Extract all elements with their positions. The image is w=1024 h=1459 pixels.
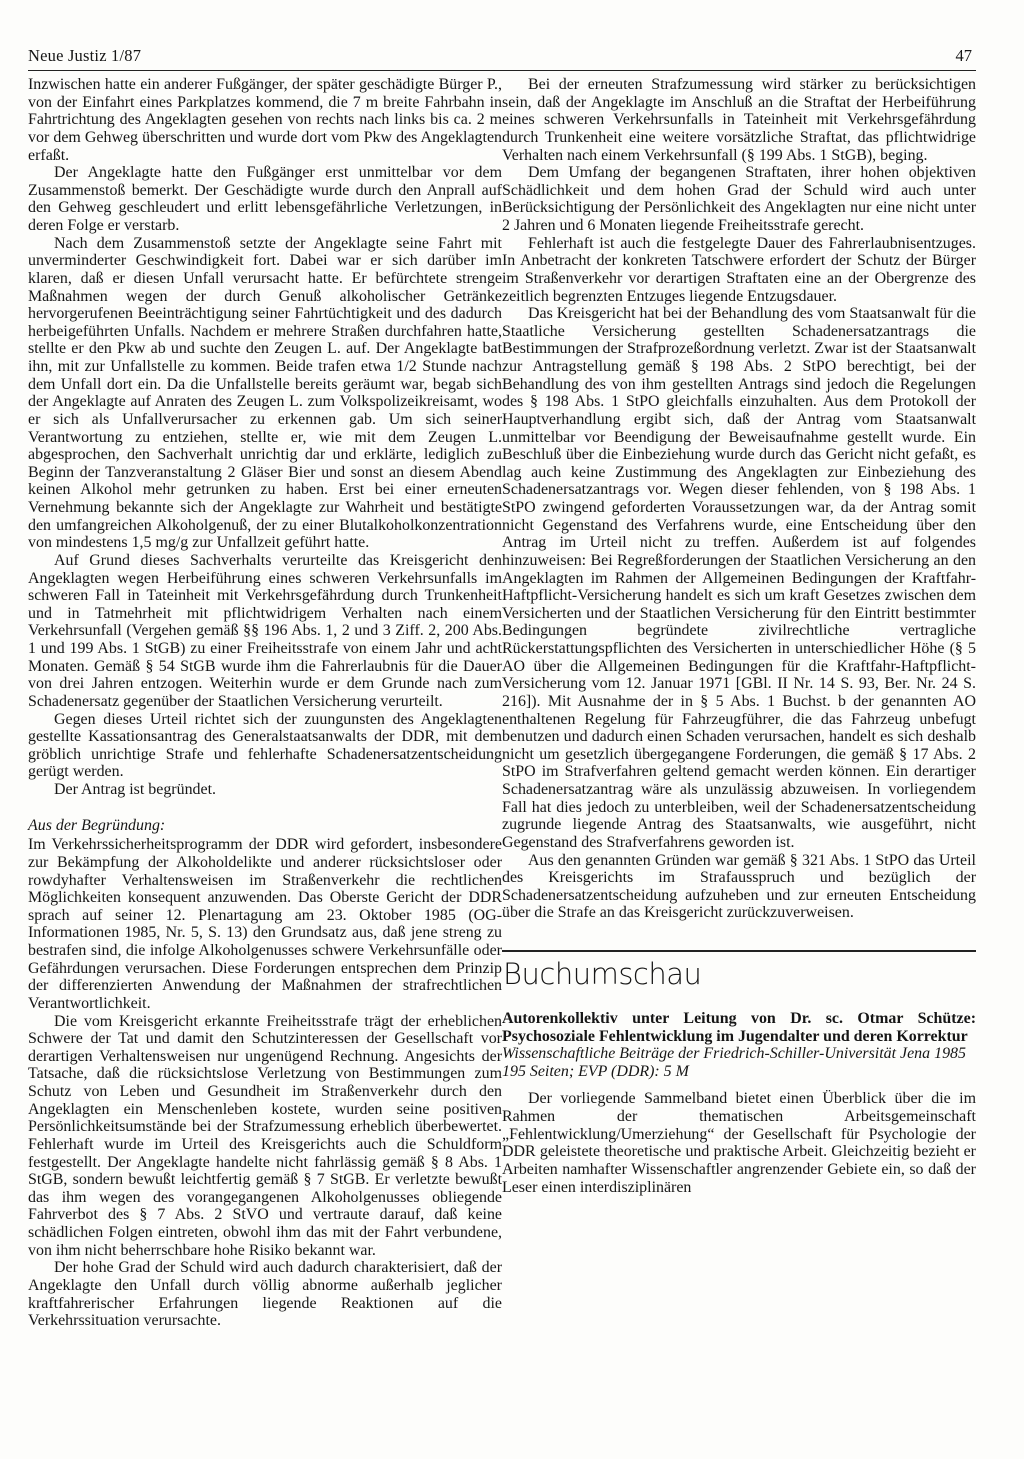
paragraph: Die vom Kreisgericht erkannte Freiheitsstrafe trägt der erheblichen Schwere der Tat und damit den Schutzinteressen der Gesellschaft vor derartigen Verhaltensweisen nur ungenügend Rechnung. Angesichts der Tatsache, daß die rücksichtslose Verletzung von Bestimmungen zum Schutz von Leben und Gesundheit im Straßenverkehr durch den Angeklagten ein Menschenleben kostete, wurden seine positiven Persönlichkeitsumstände bei der Strafzumessung erheblich überbewertet. Fehlerhaft wurde im Urteil des Kreisgerichts auch die Schuldform festgestellt. Der Angeklagte handelte nicht fahrlässig gemäß § 8 Abs. 1 StGB, sondern bewußt leichtfertig gemäß § 7 StGB. Er verletzte bewußt das ihm wegen des vorangegangenen Alkoholgenusses obliegende Fahrverbot des § 7 Abs. 2 StVO und vertraute darauf, daß keine schädlichen Folgen eintreten, obwohl ihm das mit der Fahrt verbundene, von ihm nicht beherrschbare hohe Risiko bekannt war. xyxy=(28,1012,502,1259)
paragraph: Der Antrag ist begründet. xyxy=(54,781,216,798)
paragraph: Gegen dieses Urteil richtet sich der zuungunsten des Angeklagten gestellte Kassationsantrag des Generalstaatsanwalts der DDR, mit dem gröblich unrichtige Strafe und fehlerhafte Schadenersatzentscheidung gerügt werden. xyxy=(28,710,502,781)
paragraph: Nach dem Zusammenstoß setzte der Angeklagte seine Fahrt mit unverminderter Geschwindigkeit fort. Dabei war er sich darüber im klaren, daß er diesen Unfall verursacht hatte. Er befürchtete strenge Maßnahmen wegen der durch Genuß alkoholischer Getränke hervorgerufenen Beeinträchtigung seiner Fahrtüchtigkeit und des dadurch herbeigeführten Unfalls. Nachdem er mehrere Straßen durchfahren hatte, stellte er den Pkw ab und suchte den Zeugen L. auf. Der Angeklagte bat ihn, mit zur Unfallstelle zu kommen. Beide trafen etwa 1/2 Stunde nach dem Unfall dort ein. Da die Unfallstelle bereits geräumt war, begab sich der Angeklagte auf Anraten des Zeugen L. zum Volkspolizeikreisamt, wo er sich als Unfallverursacher zu erkennen gab. Um sich seiner Verantwortung zu entziehen, stellte er, wie mit dem Zeugen L. abgesprochen, den Sachverhalt unrichtig dar und erklärte, lediglich zu Beginn der Tanzveranstaltung 2 Gläser Bier und sonst an diesem Abend keinen Alkohol mehr getrunken zu haben. Erst bei einer erneuten Vernehmung bekannte sich der Angeklagte zur Wahrheit und bestätigte den umfangreichen Alkoholgenuß, der zu einer Blutalkoholkonzentration von mindestens 1,5 mg/g zur Unfallzeit geführt hatte. xyxy=(28,234,502,552)
journal-title: Neue Justiz 1/87 xyxy=(28,46,142,65)
right-column xyxy=(502,76,976,1196)
paragraph: Dem Umfang der begangenen Straftaten, ihrer hohen objektiven Schädlichkeit und dem hohen Grad der Schuld wird auch unter Berücksichtigung der Persönlichkeit des Angeklagten nur eine nicht unter 2 Jahren und 6 Monaten liegende Freiheitsstrafe gerecht. xyxy=(502,164,976,234)
paragraph: Inzwischen hatte ein anderer Fußgänger, der später geschädigte Bürger P., von der Einfahrt eines Parkplatzes kommend, die 7 m breite Fahrbahn in Fahrtrichtung des Angeklagten gesehen von rechts nach links bis ca. 2 m vor dem Gehweg überschritten und wurde dort vom Pkw des Angeklagten erfaßt. xyxy=(28,76,502,164)
paragraph: Auf Grund dieses Sachverhalts verurteilte das Kreisgericht den Angeklagten wegen Herbeiführung eines schweren Verkehrsunfalls im schweren Fall in Tateinheit mit Verkehrsgefährdung durch Trunkenheit und in Tatmehrheit mit pflichtwidrigem Verhalten nach einem Verkehrsunfall (Vergehen gemäß §§ 196 Abs. 1, 2 und 3 Ziff. 2, 200 Abs. 1 und 199 Abs. 1 StGB) zu einer Freiheitsstrafe von einem Jahr und acht Monaten. Gemäß § 54 StGB wurde ihm die Fahrerlaubnis für die Dauer von drei Jahren entzogen. Weiterhin wurde er dem Grunde nach zum Schadenersatz gegenüber der Staatlichen Versicherung verurteilt. xyxy=(28,551,502,710)
page-number: 47 xyxy=(955,46,972,65)
running-header xyxy=(28,40,976,71)
paragraph: Das Kreisgericht hat bei der Behandlung des vom Staatsanwalt für die Staatliche Versicherung gestellten Schadenersatzantrags die Bestimmungen der Strafprozeßordnung verletzt. Zwar ist der Staatsanwalt zur Antragstellung gemäß § 198 Abs. 2 StPO berechtigt, bei der Behandlung des von ihm gestellten Antrags sind jedoch die Regelungen des § 198 Abs. 1 StPO gleichfalls einzuhalten. Aus dem Protokoll der Hauptverhandlung ergibt sich, daß der Antrag vom Staatsanwalt unmittelbar vor Beendigung der Beweisaufnahme gestellt wurde. Ein Beschluß über die Einbeziehung wurde durch das Gericht nicht gefaßt, es lag auch keine Zustimmung des Angeklagten zur Einbeziehung des Schadenersatzantrags vor. Wegen dieser fehlenden, von § 198 Abs. 1 StPO zwingend geforderten Voraussetzungen war, da der Antrag somit nicht Gegenstand des Verfahrens wurde, eine Entscheidung über den Antrag im Urteil nicht zu treffen. Außerdem ist auf folgendes hinzuweisen: Bei Regreßforderungen der Staatlichen Versicherung an den Angeklagten im Rahmen der Allgemeinen Bedingungen der Kraftfahr-Haftpflicht-Versicherung handelt es sich um kraft Gesetzes zwischen dem Versicherten und der Staatlichen Versicherung für den Eintritt bestimmter Bedingungen begründete zivilrechtliche vertragliche Rückerstattungspflichten des Versicherten in unterschiedlicher Höhe (§ 5 AO über die Allgemeinen Bedingungen für die Kraftfahr-Haftpflicht-Versicherung vom 12. Januar 1971 [GBl. II Nr. 14 S. 93, Ber. Nr. 24 S. 216]). Mit Ausnahme der in § 5 Abs. 1 Buchst. b der genannten AO enthaltenen Regelung für Fahrzeugführer, die das Fahrzeug unbefugt benutzen und dadurch einen Schaden verursachen, handelt es sich deshalb nicht um gesetzlich übergegangene Forderungen, die gemäß § 17 Abs. 2 StPO im Strafverfahren geltend gemacht werden können. Ein derartiger Schadenersatzantrag wäre als unzulässig abzuweisen. In vorliegendem Fall hat dies jedoch zu unterbleiben, weil der Schadenersatzentscheidung zugrunde liegende Antrag des Staatsanwalts, wie ausgeführt, nicht Gegenstand des Strafverfahrens geworden ist. xyxy=(502,305,976,851)
paragraph: Im Verkehrssicherheitsprogramm der DDR wird gefordert, insbesondere zur Bekämpfung der Alkoholdelikte und anderer rücksichtsloser oder rowdyhafter Verhaltensweisen im Straßenverkehr die rechtlichen Möglichkeiten konsequent anzuwenden. Das Oberste Gericht der DDR sprach auf seiner 12. Plenartagung am 23. Oktober 1985 (OG-Informationen 1985, Nr. 5, S. 13) den Grundsatz aus, daß jene streng zu bestrafen sind, die infolge Alkoholgenusses schwere Verkehrsunfälle oder Gefährdungen verursachen. Diese Forderungen entsprechen dem Prinzip der differenzierten Anwendung der Maßnahmen der strafrechtlichen Verantwortlichkeit. xyxy=(28,836,502,1012)
book-review-paragraph: Der vorliegende Sammelband bietet einen Überblick über die im Rahmen der thematischen Arbeitsgemeinschaft „Fehlentwicklung/Umerziehung“ der Gesellschaft für Psychologie der DDR geleistete theoretische und praktische Arbeit. Gleichzeitig bezieht er Arbeiten namhafter Wissenschaftler angrenzender Gebiete ein, so daß der Leser einen interdisziplinären xyxy=(502,1090,976,1196)
paragraph: Der hohe Grad der Schuld wird auch dadurch charakterisiert, daß der Angeklagte den Unfall durch völlig abnorme außerhalb jeglicher kraftfahrerischer Erfahrungen liegende Reaktionen auf die Verkehrssituation verursachte. xyxy=(28,1259,502,1330)
book-heading: Autorenkollektiv unter Leitung von Dr. sc. Otmar Schütze: Psychosoziale Fehlentwicklung im Jugendalter und deren Korrektur xyxy=(502,1010,976,1045)
paragraph: Bei der erneuten Strafzumessung wird stärker zu berücksichtigen sein, daß der Angeklagte im Anschluß an die Straftat der Herbeiführung eines schweren Verkehrsunfalls in Tateinheit mit Verkehrsgefährdung durch Trunkenheit eine weitere vorsätzliche Straftat, das pflichtwidrige Verhalten nach einem Verkehrsunfall (§ 199 Abs. 1 StGB), beging. xyxy=(502,76,976,164)
subheading: Aus der Begründung: xyxy=(28,816,166,834)
book-pages-price: 195 Seiten; EVP (DDR): 5 M xyxy=(502,1062,689,1080)
left-column xyxy=(28,76,502,1330)
paragraph: Aus den genannten Gründen war gemäß § 321 Abs. 1 StPO das Urteil des Kreisgerichts im Strafausspruch und bezüglich der Schadenersatzentscheidung aufzuheben und zur erneuten Entscheidung über die Strafe an das Kreisgericht zurückzuverweisen. xyxy=(502,851,976,922)
section-title: Buchumschau xyxy=(502,950,976,996)
paragraph: Fehlerhaft ist auch die festgelegte Dauer des Fahrerlaubnisentzuges. In Anbetracht der konkreten Tatschwere erfordert der Schutz der Bürger im Straßenverkehr vor derartigen Straftaten eine an der Obergrenze des zeitlich begrenzten Entzuges liegende Entzugsdauer. xyxy=(502,234,976,305)
book-series: Wissenschaftliche Beiträge der Friedrich-Schiller-Universität Jena 1985 xyxy=(502,1045,966,1063)
paragraph: Der Angeklagte hatte den Fußgänger erst unmittelbar vor dem Zusammenstoß bemerkt. Der Geschädigte wurde durch den Anprall auf den Gehweg geschleudert und erlitt lebensgefährliche Verletzungen, in deren Folge er verstarb. xyxy=(28,164,502,234)
